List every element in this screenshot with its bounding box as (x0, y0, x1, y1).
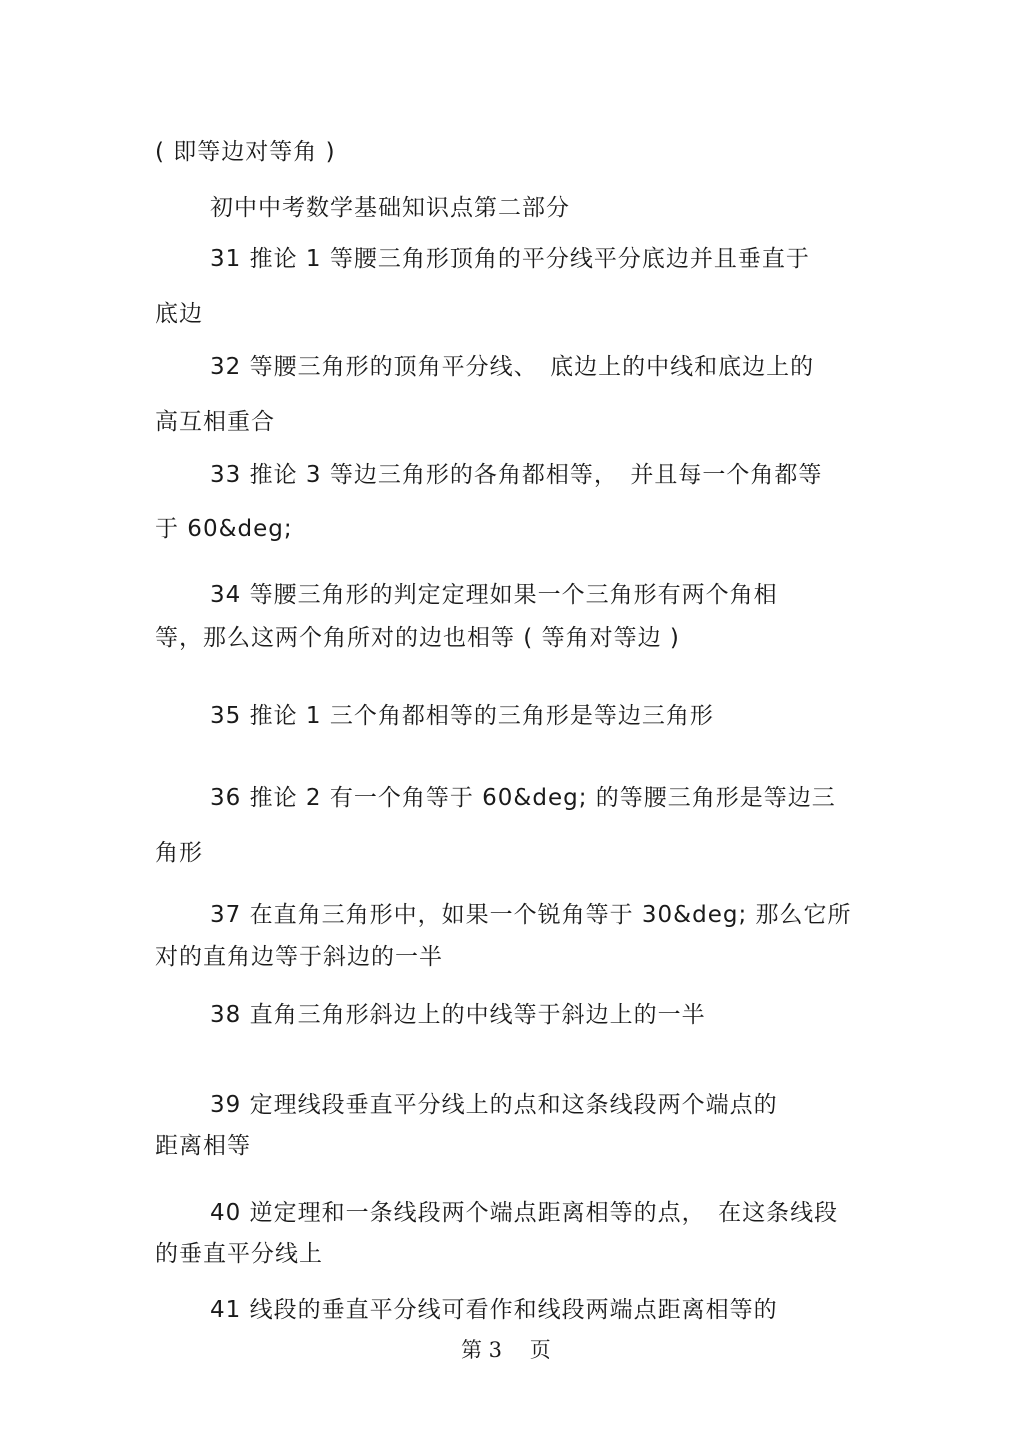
text-line: ( 即等边对等角 ) (155, 139, 336, 165)
text-line: 的垂直平分线上 (155, 1241, 323, 1267)
text-line: 31 推论 1 等腰三角形顶角的平分线平分底边并且垂直于 (210, 246, 810, 272)
text-line: 34 等腰三角形的判定定理如果一个三角形有两个角相 (210, 582, 778, 608)
text-line: 距离相等 (155, 1133, 251, 1159)
text-line: 38 直角三角形斜边上的中线等于斜边上的一半 (210, 1002, 706, 1028)
text-line: 35 推论 1 三个角都相等的三角形是等边三角形 (210, 703, 714, 729)
text-line: 40 逆定理和一条线段两个端点距离相等的点， 在这条线段 (210, 1200, 839, 1226)
text-line: 底边 (155, 301, 203, 327)
text-line: 角形 (155, 840, 203, 866)
text-line: 41 线段的垂直平分线可看作和线段两端点距离相等的 (210, 1297, 778, 1323)
text-line: 对的直角边等于斜边的一半 (155, 944, 443, 970)
text-line: 37 在直角三角形中，如果一个锐角等于 30&deg; 那么它所 (210, 902, 852, 928)
text-line: 39 定理线段垂直平分线上的点和这条线段两个端点的 (210, 1092, 778, 1118)
text-line: 等，那么这两个角所对的边也相等 ( 等角对等边 ) (155, 625, 680, 651)
text-line: 高互相重合 (155, 409, 275, 435)
text-line: 36 推论 2 有一个角等于 60&deg; 的等腰三角形是等边三 (210, 785, 836, 811)
page-number: 第 3 页 (461, 1338, 551, 1362)
text-line: 33 推论 3 等边三角形的各角都相等， 并且每一个角都等 (210, 462, 823, 488)
section-heading: 初中中考数学基础知识点第二部分 (210, 195, 570, 221)
text-line: 32 等腰三角形的顶角平分线、 底边上的中线和底边上的 (210, 354, 815, 380)
text-line: 于 60&deg; (155, 516, 293, 542)
